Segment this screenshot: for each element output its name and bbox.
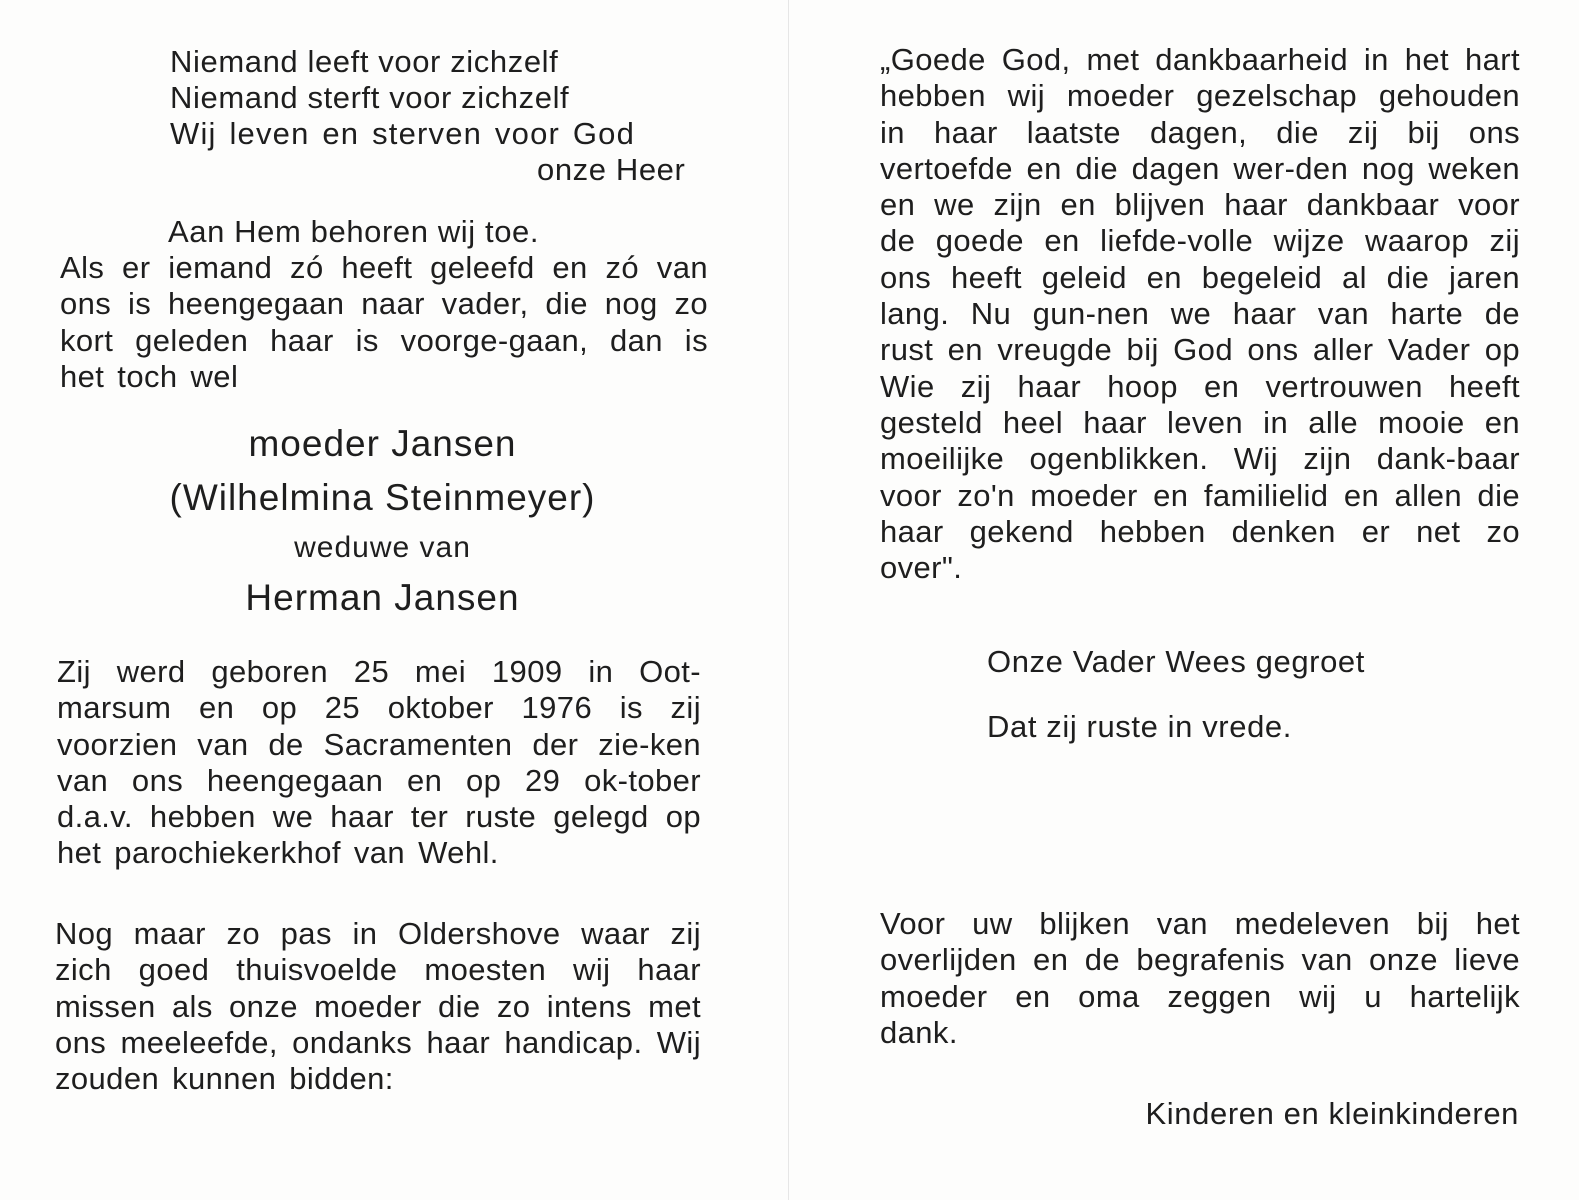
prayer-paragraph: „Goede God, met dankbaarheid in het hart hebben wij moeder gezelschap gehouden in haar laatste dagen, die zij bij ons vertoefde en die dagen wer-den nog weken en we zijn en blijven haar dankbaar voor de goede en liefde-volle wijze waarop zij ons heeft geleid en begeleid al die jaren lang. Nu gun-nen we haar van harte de rust en vreugde bij God ons aller Vader op Wie zij haar hoop en vertrouwen heeft gesteld heel haar leven in alle mooie en moeilijke ogenblikken. Wij zijn dank-baar voor zo'n moeder en familielid en allen die haar gekend hebben denken er net zo over". <box>880 42 1520 586</box>
rest-in-peace: Dat zij ruste in vrede. <box>987 709 1292 744</box>
spouse-name: Herman Jansen <box>245 577 520 618</box>
signature: Kinderen en kleinkinderen <box>1145 1096 1519 1131</box>
thanks-paragraph: Voor uw blijken van medeleven bij het overlijden en de begrafenis van onze lieve moeder en oma zeggen wij u hartelijk dank. <box>880 906 1520 1050</box>
left-panel <box>0 0 788 1200</box>
relation-label: weduwe van <box>294 531 471 564</box>
intro-paragraph: Als er iemand zó heeft geleefd en zó van ons is heengegaan naar vader, die nog zo kort geleden haar is voorge-gaan, dan is het toch wel <box>60 250 708 394</box>
motto-line-2: Niemand sterft voor zichzelf <box>170 80 570 115</box>
intro-line-1: Aan Hem behoren wij toe. <box>168 214 540 249</box>
maiden-name: (Wilhelmina Steinmeyer) <box>169 477 596 518</box>
reflection-paragraph: Nog maar zo pas in Oldershove waar zij zich goed thuisvoelde moesten wij haar missen als onze moeder die zo intens met ons meeleefde, ondanks haar handicap. Wij zouden kunnen bidden: <box>55 916 701 1097</box>
motto-line-3: Wij leven en sterven voor God <box>170 116 636 151</box>
motto-line-4: onze Heer <box>537 152 686 187</box>
motto-line-1: Niemand leeft voor zichzelf <box>170 44 559 79</box>
deceased-name: moeder Jansen <box>248 423 517 464</box>
biography-paragraph: Zij werd geboren 25 mei 1909 in Oot-marsum en op 25 oktober 1976 is zij voorzien van de Sacramenten der zie-ken van ons heengegaan en op 29 ok-tober d.a.v. hebben we haar ter ruste gelegd op het parochiekerkhof van Wehl. <box>57 654 701 871</box>
right-panel <box>789 0 1579 1200</box>
closing-prayer: Onze Vader Wees gegroet <box>987 644 1365 679</box>
